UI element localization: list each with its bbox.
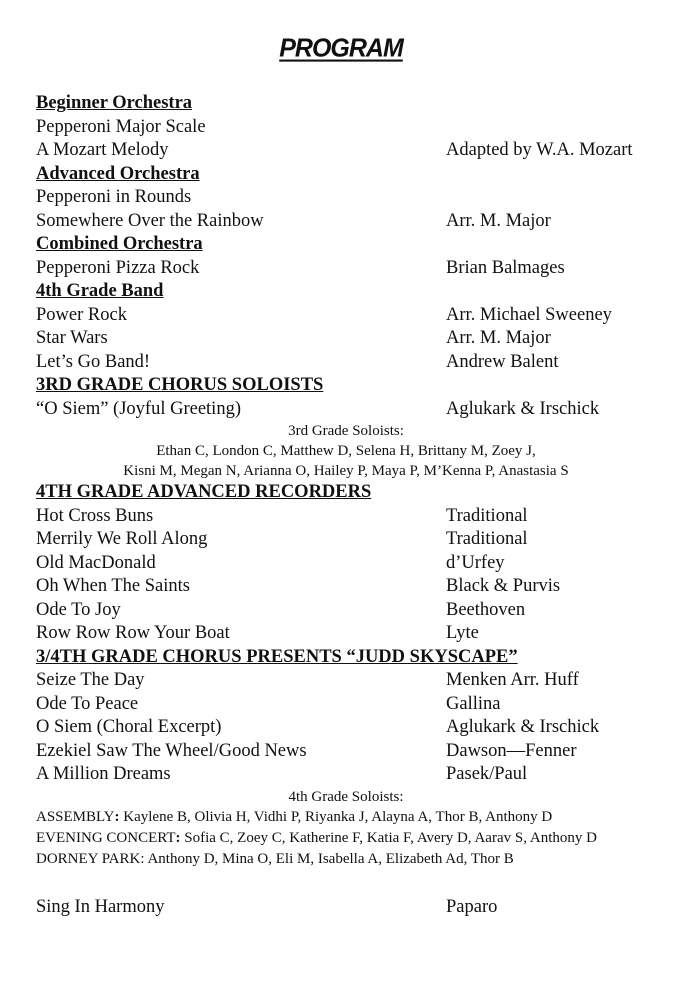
piece-title: Sing In Harmony <box>36 896 165 917</box>
section-heading-3-4th-grade-chorus: 3/4TH GRADE CHORUS PRESENTS “JUDD SKYSCAPE” <box>36 646 518 667</box>
soloists-label: 3rd Grade Soloists: <box>288 423 404 439</box>
piece-title: Somewhere Over the Rainbow <box>36 210 264 231</box>
composer: Dawson—Fenner <box>446 740 577 761</box>
composer: Arr. M. Major <box>446 328 551 348</box>
soloists-label: 4th Grade Soloists: <box>288 788 404 805</box>
program-item <box>36 528 656 552</box>
program-item <box>36 693 656 717</box>
piece-title: Ezekiel Saw The Wheel/Good News <box>36 740 307 761</box>
program-item <box>36 763 656 787</box>
soloist-group-names: Kaylene B, Olivia H, Vidhi P, Riyanka J, Alayna A, Thor B, Anthony D <box>123 808 553 825</box>
program-item <box>36 398 656 422</box>
program-item <box>36 622 656 646</box>
soloist-group-label: EVENING CONCERT <box>36 829 176 846</box>
program-item <box>36 552 656 576</box>
piece-title: Pepperoni Major Scale <box>36 116 206 137</box>
soloist-group-label: ASSEMBLY <box>36 808 115 825</box>
piece-title: Ode To Peace <box>36 693 139 714</box>
program-item <box>36 210 656 234</box>
program-item <box>36 575 656 599</box>
composer: Aglukark & Irschick <box>446 717 600 737</box>
separator: : <box>175 829 181 846</box>
soloist-group-names: Anthony D, Mina O, Eli M, Isabella A, Elizabeth Ad, Thor B <box>147 850 514 867</box>
composer: Adapted by W.A. Mozart <box>446 140 633 160</box>
program-item <box>36 186 656 210</box>
section-heading-beginner-orchestra: Beginner Orchestra <box>36 93 193 113</box>
piece-title: Oh When The Saints <box>36 576 190 596</box>
piece-title: Seize The Day <box>36 670 145 690</box>
piece-title: Pepperoni Pizza Rock <box>36 257 200 278</box>
composer: Pasek/Paul <box>446 764 528 784</box>
composer: Traditional <box>446 505 528 526</box>
soloist-group-label: DORNEY PARK <box>36 850 141 867</box>
piece-title: Star Wars <box>36 328 108 348</box>
program-item <box>36 139 656 163</box>
piece-title: Let’s Go Band! <box>36 351 151 372</box>
piece-title: Hot Cross Buns <box>36 505 154 526</box>
program-item <box>36 327 656 351</box>
section-heading-4th-grade-band: 4th Grade Band <box>36 281 164 301</box>
soloist-group-names: Sofia C, Zoey C, Katherine F, Katia F, Avery D, Aarav S, Anthony D <box>184 829 597 846</box>
program-item <box>36 716 656 740</box>
piece-title: Merrily We Roll Along <box>36 529 208 549</box>
program-item <box>36 257 656 281</box>
piece-title: A Million Dreams <box>36 764 171 784</box>
composer: Arr. Michael Sweeney <box>446 304 612 325</box>
piece-title: Power Rock <box>36 304 127 325</box>
composer: Andrew Balent <box>446 351 559 372</box>
program-item <box>36 669 656 693</box>
composer: Black & Purvis <box>446 576 561 596</box>
composer: Aglukark & Irschick <box>446 398 600 419</box>
soloist-group <box>36 807 656 828</box>
program-item <box>36 351 656 375</box>
spacer <box>36 870 656 896</box>
piece-title: “O Siem” (Joyful Greeting) <box>36 398 241 419</box>
piece-title: A Mozart Melody <box>36 140 169 160</box>
soloists-names: Kisni M, Megan N, Arianna O, Hailey P, Maya P, M’Kenna P, Anastasia S <box>123 463 569 479</box>
composer: Beethoven <box>446 599 526 620</box>
composer: Brian Balmages <box>446 257 565 278</box>
separator: : <box>140 850 145 867</box>
piece-title: O Siem (Choral Excerpt) <box>36 717 222 737</box>
section-heading-4th-grade-advanced-recorders: 4TH GRADE ADVANCED RECORDERS <box>36 482 372 502</box>
piece-title: Pepperoni in Rounds <box>36 187 192 207</box>
piece-title: Old MacDonald <box>36 552 156 573</box>
program-item <box>36 304 656 328</box>
program-title: PROGRAM <box>279 33 403 63</box>
piece-title: Ode To Joy <box>36 599 121 620</box>
section-heading-advanced-orchestra: Advanced Orchestra <box>36 163 200 184</box>
piece-title: Row Row Row Your Boat <box>36 623 230 643</box>
composer: Menken Arr. Huff <box>446 670 579 690</box>
program-item <box>36 505 656 529</box>
program-item <box>36 599 656 623</box>
program-item <box>36 116 656 140</box>
composer: Arr. M. Major <box>446 210 551 231</box>
program-item <box>36 740 656 764</box>
program-content <box>36 92 656 919</box>
soloists-names: Ethan C, London C, Matthew D, Selena H, Brittany M, Zoey J, <box>156 443 536 459</box>
section-heading-combined-orchestra: Combined Orchestra <box>36 234 203 254</box>
separator: : <box>114 808 120 825</box>
composer: Traditional <box>446 529 528 549</box>
composer: d’Urfey <box>446 552 505 573</box>
composer: Paparo <box>446 896 498 917</box>
soloist-group <box>36 828 656 849</box>
soloist-group <box>36 849 656 870</box>
program-item <box>36 896 656 920</box>
composer: Gallina <box>446 693 501 714</box>
section-heading-3rd-grade-chorus-soloists: 3RD GRADE CHORUS SOLOISTS <box>36 375 324 395</box>
composer: Lyte <box>446 623 479 643</box>
